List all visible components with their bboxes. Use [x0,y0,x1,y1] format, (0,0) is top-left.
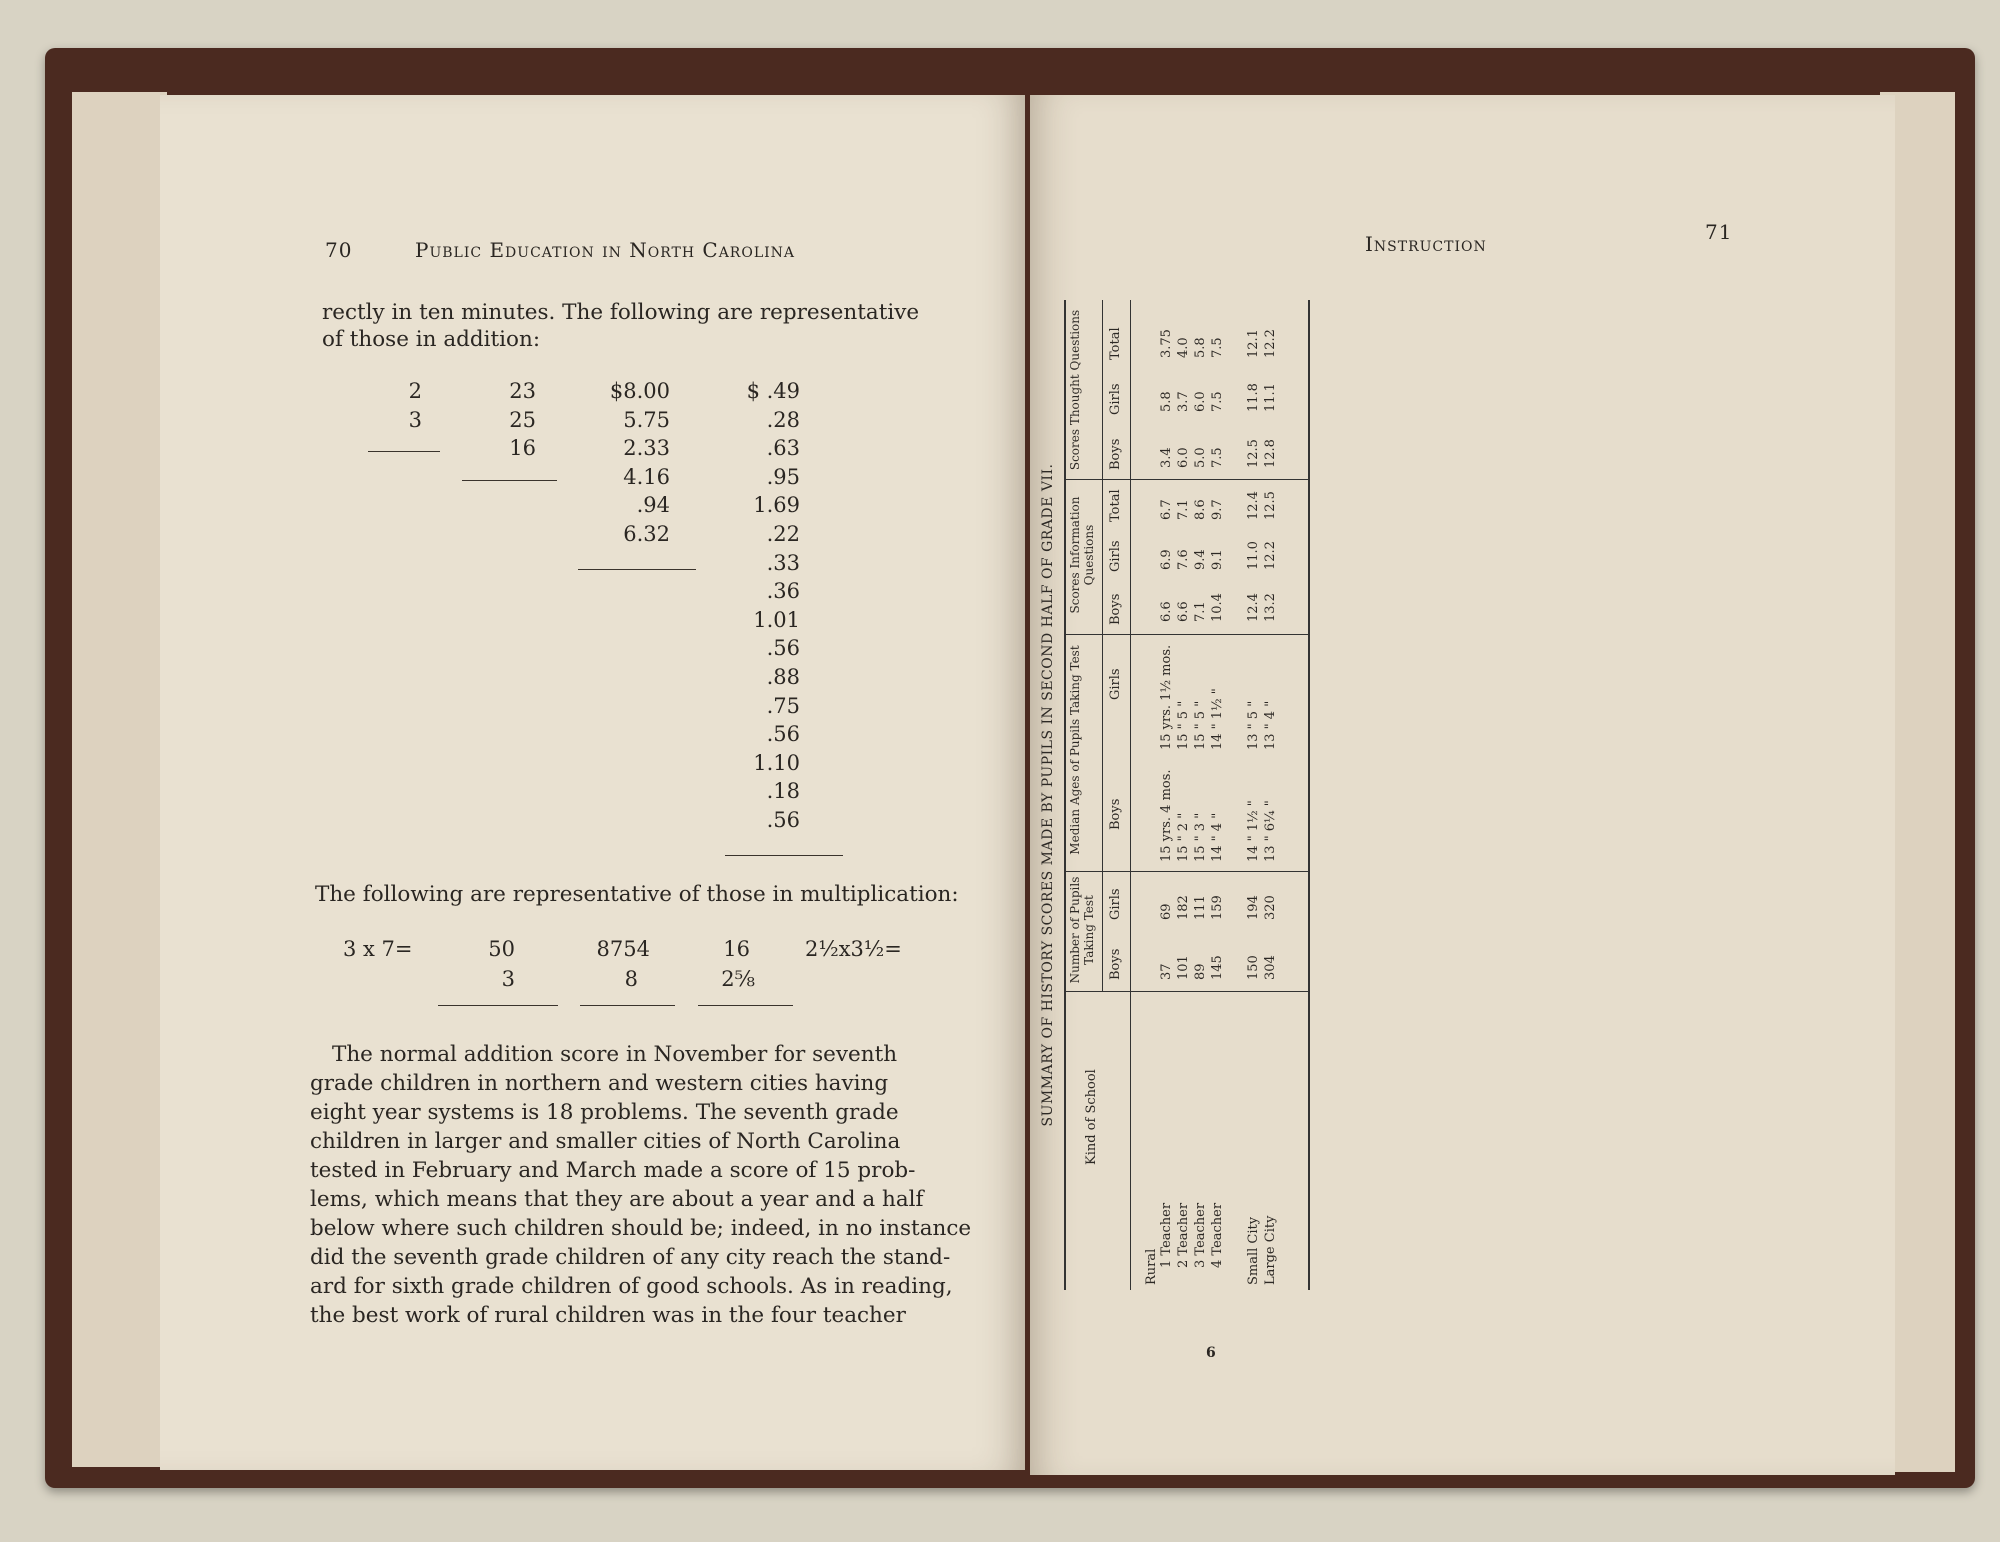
table-title: SUMMARY OF HISTORY SCORES MADE BY PUPILS IN SECOND HALF OF GRADE VII. [1040,463,1056,1127]
addend: .88 [766,664,800,689]
addend: 1.10 [753,750,800,775]
addend: 2 [408,379,422,403]
left-page-number: 70 [325,238,353,262]
table-bottom-rule [1308,300,1310,1290]
mult-problem-3-top: 8754 [596,937,650,961]
mult-problem-2-bottom: 3 [501,967,515,991]
table-cell: 13.2 [1263,593,1278,622]
sub-header: Total [1108,489,1123,522]
product-rule [698,1005,793,1006]
paragraph-line: did the seventh grade children of any city reach the stand- [310,1245,951,1270]
table-cell: 11.0 [1246,541,1261,570]
table-cell: 145 [1210,955,1225,980]
column-divider [1064,479,1308,480]
addition-problem-4 [700,377,800,835]
table-cell: 182 [1176,895,1191,920]
addend: .28 [766,407,800,432]
table-cell: 101 [1176,955,1191,980]
paragraph-line: tested in February and March made a score of 15 prob- [310,1158,916,1183]
multiplication-intro: The following are representative of those in multiplication: [315,882,959,907]
mult-problem-5: 2½x3½= [805,937,902,961]
sum-rule [368,451,440,452]
addend: .56 [766,722,800,747]
sum-rule [462,480,557,481]
intro-line-1: rectly in ten minutes. The following are representative [322,300,920,325]
mult-problem-1: 3 x 7= [343,937,413,961]
table-cell: 12.2 [1263,541,1278,570]
group-header-pupils: Number of Pupils Taking Test [1068,876,1096,984]
addend: .22 [766,521,800,546]
table-cell: 7.5 [1210,391,1225,412]
addend: 6.32 [623,521,670,546]
school-kind: Large City [1263,1215,1278,1285]
table-cell: 11.8 [1246,383,1261,412]
school-kind: 4 Teacher [1210,1202,1225,1268]
mult-problem-4-bottom: 2⅝ [721,967,755,991]
table-cell: 13 " 6¼ " [1263,800,1278,862]
table-cell: 304 [1263,955,1278,980]
kind-of-school-header: Kind of School [1084,1069,1099,1165]
sub-header: Girls [1108,888,1123,920]
table-cell: 6.9 [1159,549,1174,570]
addend: .18 [766,779,800,804]
table-cell: 5.0 [1193,447,1208,468]
table-cell: 8.6 [1193,499,1208,520]
left-page [160,95,1025,1470]
table-cell: 14 " 1½ " [1246,800,1261,862]
addend: .33 [766,550,800,575]
table-cell: 9.7 [1210,499,1225,520]
sub-header: Girls [1108,383,1123,415]
paragraph-line: the best work of rural children was in the four teacher [310,1303,906,1328]
table-cell: 320 [1263,895,1278,920]
table-cell: 6.7 [1159,499,1174,520]
table-cell: 5.8 [1193,337,1208,358]
table-cell: 15 " 5 " [1193,700,1208,750]
sub-header: Boys [1108,948,1123,980]
column-divider [1064,991,1308,992]
right-running-head: Instruction [1365,232,1487,256]
table-cell: 111 [1193,895,1208,920]
addition-problem-3 [590,377,670,549]
table-cell: 4.0 [1176,337,1191,358]
table-cell: 150 [1246,955,1261,980]
mult-problem-4-top: 16 [723,937,750,961]
addend: 3 [408,407,422,432]
sub-header: Girls [1108,540,1123,572]
table-cell: 14 " 4 " [1210,812,1225,862]
table-cell: 159 [1210,895,1225,920]
left-running-head: Public Education in North Carolina [415,238,796,262]
table-cell: 15 " 3 " [1193,812,1208,862]
addend: .95 [766,464,800,489]
table-cell: 10.4 [1210,593,1225,622]
table-cell: 9.1 [1210,549,1225,570]
product-rule [580,1005,675,1006]
table-cell: 89 [1193,963,1208,980]
table-cell: 6.6 [1159,601,1174,622]
table-cell: 7.5 [1210,337,1225,358]
addend: 25 [509,407,536,432]
mult-problem-3-bottom: 8 [624,967,638,991]
paragraph-line: The normal addition score in November for seventh [332,1042,898,1067]
table-cell: 37 [1159,963,1174,980]
table-cell: 14 " 1½ " [1210,688,1225,750]
sub-header: Boys [1108,593,1123,625]
sub-header: Total [1108,327,1123,360]
sum-rule [578,569,696,570]
paragraph-line: eight year systems is 18 problems. The seventh grade [310,1100,899,1125]
table-cell: 3.7 [1176,391,1191,412]
school-kind: Small City [1246,1216,1261,1285]
addend: 16 [509,436,536,461]
addend: 2.33 [623,436,670,461]
group-header-ages: Median Ages of Pupils Taking Test [1068,645,1082,855]
group-header-thought: Scores Thought Questions [1068,309,1082,471]
table-cell: 13 " 4 " [1263,700,1278,750]
table-cell: 15 " 5 " [1176,700,1191,750]
header-rule [1102,300,1103,992]
paragraph-line: ard for sixth grade children of good schools. As in reading, [310,1274,953,1299]
addend: $ .49 [746,379,800,403]
table-cell: 6.0 [1176,447,1191,468]
paragraph-line: grade children in northern and western cities having [310,1071,889,1096]
table-cell: 12.2 [1263,329,1278,358]
school-kind: 1 Teacher [1159,1202,1174,1268]
sub-header: Boys [1108,438,1123,470]
school-kind: 2 Teacher [1176,1202,1191,1268]
table-cell: 3.4 [1159,447,1174,468]
paragraph-line: below where such children should be; indeed, in no instance [310,1216,972,1241]
addend: .63 [766,436,800,461]
addition-problem-1 [372,377,422,434]
header-bottom-rule [1130,300,1131,1290]
paragraph-line: children in larger and smaller cities of North Carolina [310,1129,901,1154]
group-header-info: Scores Information Questions [1068,496,1096,614]
mult-problem-2-top: 50 [488,937,515,961]
table-cell: 12.1 [1246,329,1261,358]
addend: .75 [766,693,800,718]
addend: 1.01 [753,607,800,632]
table-cell: 9.4 [1193,549,1208,570]
column-divider [1064,634,1308,635]
table-cell: 6.6 [1176,601,1191,622]
addend: $8.00 [609,379,670,403]
sub-header: Boys [1108,798,1123,830]
table-cell: 6.0 [1193,391,1208,412]
table-cell: 11.1 [1263,383,1278,412]
right-page-number: 71 [1705,220,1733,244]
addend: .56 [766,636,800,661]
rural-label: Rural [1144,1248,1159,1285]
sum-rule [725,855,843,856]
history-scores-table [1040,300,1310,1290]
table-cell: 15 yrs. 4 mos. [1159,769,1174,862]
page-block-left [72,92,167,1467]
addition-problem-2 [480,377,536,463]
addend: .94 [636,493,670,518]
table-cell: 12.5 [1246,439,1261,468]
addend: 1.69 [753,493,800,518]
paragraph-line: lems, which means that they are about a year and a half [310,1187,924,1212]
product-rule [438,1005,558,1006]
table-cell: 69 [1159,903,1174,920]
addend: 5.75 [623,407,670,432]
table-cell: 7.1 [1193,601,1208,622]
table-cell: 3.75 [1159,329,1174,358]
table-cell: 12.4 [1246,593,1261,622]
table-cell: 194 [1246,895,1261,920]
addend: 4.16 [623,464,670,489]
table-cell: 7.5 [1210,447,1225,468]
table-cell: 15 " 2 " [1176,812,1191,862]
addend: .56 [766,807,800,832]
table-cell: 12.4 [1246,491,1261,520]
table-cell: 7.6 [1176,549,1191,570]
addend: .36 [766,579,800,604]
signature-mark: 6 [1206,1345,1216,1361]
sub-header: Girls [1108,668,1123,700]
column-divider [1064,871,1308,872]
table-cell: 15 yrs. 1½ mos. [1159,644,1174,750]
table-cell: 7.1 [1176,499,1191,520]
table-top-rule [1064,300,1066,1290]
table-cell: 5.8 [1159,391,1174,412]
table-cell: 12.8 [1263,439,1278,468]
table-cell: 12.5 [1263,491,1278,520]
addend: 23 [509,379,536,403]
intro-line-2: of those in addition: [322,327,541,352]
table-cell: 13 " 5 " [1246,700,1261,750]
school-kind: 3 Teacher [1193,1202,1208,1268]
